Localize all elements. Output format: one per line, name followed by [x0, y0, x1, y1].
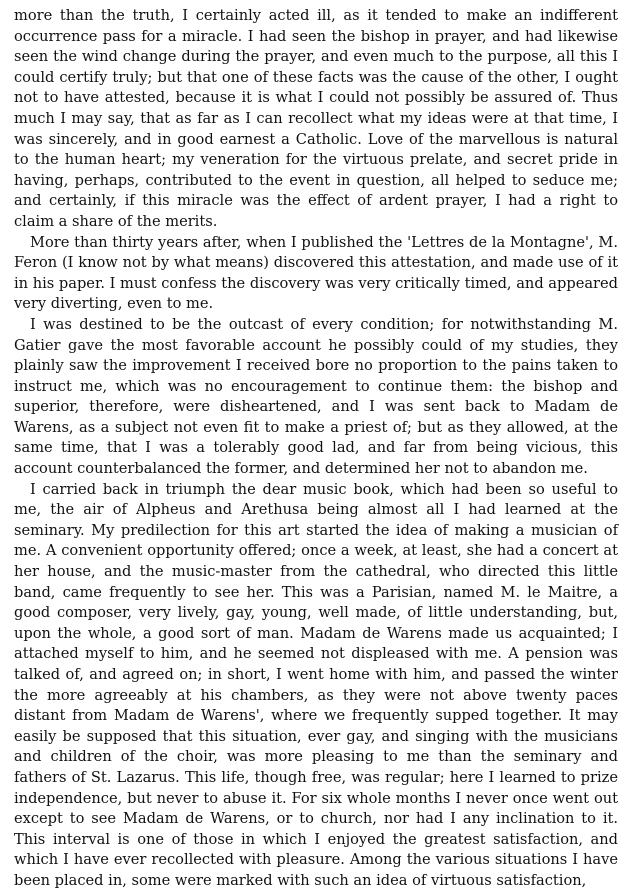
paragraph-music-book: I carried back in triumph the dear music book, which had been so useful to me, the air of Alpheus and Arethusa being almost all I had learned at the seminary. My predilection for this art started the idea of making a musician of me. A convenient opportunity offered; once a week, at least, she had a concert at her house, and the music-master from the cathedral, who directed this little band, came frequently to see her. This was a Parisian, named M. le Maitre, a good composer, very lively, gay, young, well made, of little understanding, but, upon the whole, a good sort of man. Madam de Warens made us acquainted; I attached myself to him, and he seemed not displeased with me. A pension was talked of, and agreed on; in short, I went home with him, and passed the winter the more agreeably at his chambers, as they were not above twenty paces distant from Madam de Warens', where we frequently supped together. It may easily be supposed that this situation, ever gay, and singing with the musicians and children of the choir, was more pleasing to me than the seminary and fathers of St. Lazarus. This life, though free, was regular; here I learned to prize independence, but never to abuse it. For six whole months I never once went out except to see Madam de Warens, or to church, nor had I any inclination to it. This interval is one of those in which I enjoyed the greatest satisfaction, and which I have ever recollected with pleasure. Among the various situations I have been placed in, some were marked with such an idea of virtuous satisfaction,	[14, 480, 618, 889]
paragraph-outcast: I was destined to be the outcast of every condition; for notwithstanding M. Gatier gave the most favorable account he possibly could of my studies, they plainly saw the improvement I received bore no proportion to the pains taken to instruct me, which was no encouragement to continue them: the bishop and superior, therefore, were disheartened, and I was sent back to Madam de Warens, as a subject not even fit to make a priest of; but as they allowed, at the same time, that I was a tolerably good lad, and far from being vicious, this account counterbalanced the former, and determined her not to abandon me.	[14, 315, 618, 478]
paragraph-lettres-de-la-montagne: More than thirty years after, when I published the 'Lettres de la Montagne', M. Feron (I know not by what means) discovered this attestation, and made use of it in his paper. I must confess the discovery was very critically timed, and appeared very diverting, even to me.	[14, 233, 618, 313]
paragraph-continuation: more than the truth, I certainly acted ill, as it tended to make an indifferent occurrence pass for a miracle. I had seen the bishop in prayer, and had likewise seen the wind change during the prayer, and even much to the purpose, all this I could certify truly; but that one of these facts was the cause of the other, I ought not to have attested, because it is what I could not possibly be assured of. Thus much I may say, that as far as I can recollect what my ideas were at that time, I was sincerely, and in good earnest a Catholic. Love of the marvellous is natural to the human heart; my veneration for the virtuous prelate, and secret pride in having, perhaps, contributed to the event in question, all helped to seduce me; and certainly, if this miracle was the effect of ardent prayer, I had a right to claim a share of the merits.	[14, 7, 618, 230]
